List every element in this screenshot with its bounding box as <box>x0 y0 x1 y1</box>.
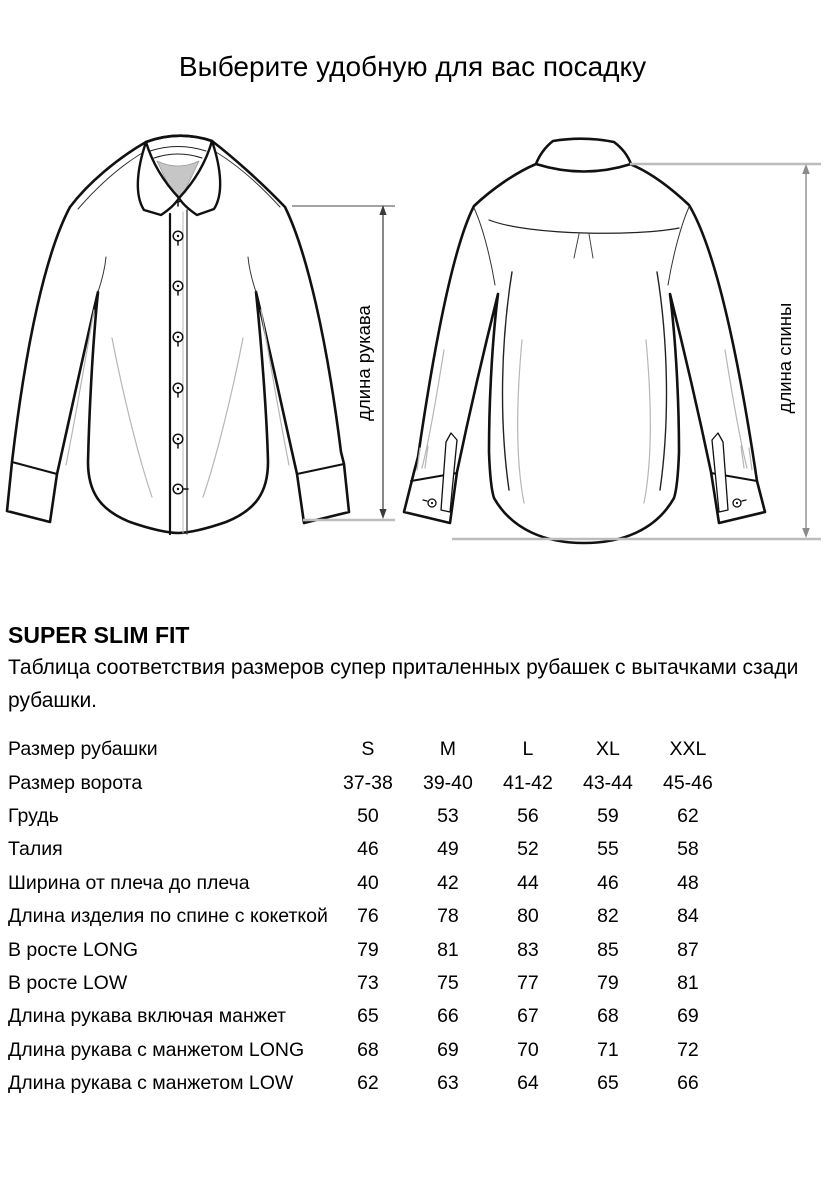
table-cell: 40 <box>357 871 379 894</box>
table-cell: 84 <box>677 905 699 928</box>
table-cell: 56 <box>517 804 539 827</box>
table-cell: 66 <box>437 1005 459 1028</box>
table-cell: 87 <box>677 938 699 961</box>
table-cell: 85 <box>597 938 619 961</box>
table-cell: 53 <box>437 804 459 827</box>
table-cell: 44 <box>517 871 539 894</box>
table-cell: 73 <box>357 971 379 994</box>
table-row <box>8 1034 728 1067</box>
table-cell: 69 <box>437 1038 459 1061</box>
fit-heading: SUPER SLIM FIT <box>8 622 190 648</box>
table-cell: 42 <box>437 871 459 894</box>
table-cell: 67 <box>517 1005 539 1028</box>
table-cell: 80 <box>517 905 539 928</box>
table-cell: 70 <box>517 1038 539 1061</box>
table-cell: 62 <box>677 804 699 827</box>
table-row <box>8 933 728 966</box>
table-cell: 45-46 <box>662 771 713 794</box>
table-cell: 66 <box>677 1072 699 1095</box>
table-cell: 71 <box>597 1038 619 1061</box>
table-cell: 82 <box>597 905 619 928</box>
row-label: Размер ворота <box>8 771 143 794</box>
table-cell: 48 <box>677 871 699 894</box>
table-cell: 81 <box>437 938 459 961</box>
table-row <box>8 1000 728 1033</box>
table-cell: 65 <box>597 1072 619 1095</box>
table-cell: 79 <box>357 938 379 961</box>
table-row <box>8 1067 728 1100</box>
table-cell: 68 <box>357 1038 379 1061</box>
row-label: Длина изделия по спине с кокеткой <box>8 905 328 928</box>
table-cell: 77 <box>517 971 539 994</box>
shirt-back-silhouette <box>404 164 765 543</box>
row-label: В росте LONG <box>8 938 139 961</box>
table-cell: 46 <box>357 838 379 861</box>
table-cell: 46 <box>597 871 619 894</box>
table-cell: 65 <box>357 1005 379 1028</box>
table-row <box>8 833 728 866</box>
table-cell: 79 <box>597 971 619 994</box>
back-collar <box>536 139 631 172</box>
size-table <box>8 733 728 1100</box>
table-cell: XL <box>595 738 620 761</box>
table-cell: 37-38 <box>342 771 393 794</box>
table-cell: 43-44 <box>582 771 633 794</box>
page-title: Выберите удобную для вас посадку <box>178 51 647 82</box>
table-cell: 59 <box>597 804 619 827</box>
arrow-down-icon <box>379 509 386 519</box>
table-cell: 75 <box>437 971 459 994</box>
row-label: Ширина от плеча до плеча <box>8 871 250 894</box>
sleeve-length-label: длина рукава <box>353 305 374 421</box>
arrow-up-icon <box>802 164 810 174</box>
table-cell: 39-40 <box>422 771 473 794</box>
table-cell: M <box>439 738 457 761</box>
table-cell: 49 <box>437 838 459 861</box>
row-label: Длина рукава с манжетом LOW <box>8 1072 294 1095</box>
arrow-down-icon <box>802 528 810 538</box>
table-cell: 50 <box>357 804 379 827</box>
shirt-fit-diagram <box>0 0 825 580</box>
fit-description: Таблица соответствия размеров супер приталенных рубашек с вытачками сзади рубашки. <box>8 656 799 712</box>
row-label: Грудь <box>8 804 59 827</box>
table-cell: 83 <box>517 938 539 961</box>
table-row <box>8 766 728 799</box>
table-row <box>8 867 728 900</box>
row-label: Талия <box>8 838 63 861</box>
table-cell: 62 <box>357 1072 379 1095</box>
table-row <box>8 733 728 766</box>
table-cell: 63 <box>437 1072 459 1095</box>
table-cell: 78 <box>437 905 459 928</box>
table-cell: 68 <box>597 1005 619 1028</box>
row-label: Размер рубашки <box>8 738 158 761</box>
table-row <box>8 967 728 1000</box>
shirt-front-drawing <box>7 136 349 534</box>
table-row <box>8 900 728 933</box>
table-cell: 76 <box>357 905 379 928</box>
table-cell: S <box>361 738 375 761</box>
table-cell: XXL <box>669 738 707 761</box>
table-cell: 69 <box>677 1005 699 1028</box>
table-cell: 81 <box>677 971 699 994</box>
row-label: Длина рукава с манжетом LONG <box>8 1038 305 1061</box>
table-cell: L <box>522 738 534 761</box>
table-cell: 72 <box>677 1038 699 1061</box>
table-cell: 58 <box>677 838 699 861</box>
table-cell: 41-42 <box>502 771 553 794</box>
table-cell: 64 <box>517 1072 539 1095</box>
back-length-label: длина спины <box>774 302 795 414</box>
row-label: В росте LOW <box>8 971 128 994</box>
row-label: Длина рукава включая манжет <box>8 1005 286 1028</box>
table-cell: 52 <box>517 838 539 861</box>
table-cell: 55 <box>597 838 619 861</box>
table-row <box>8 800 728 833</box>
shirt-back-drawing <box>404 139 765 543</box>
